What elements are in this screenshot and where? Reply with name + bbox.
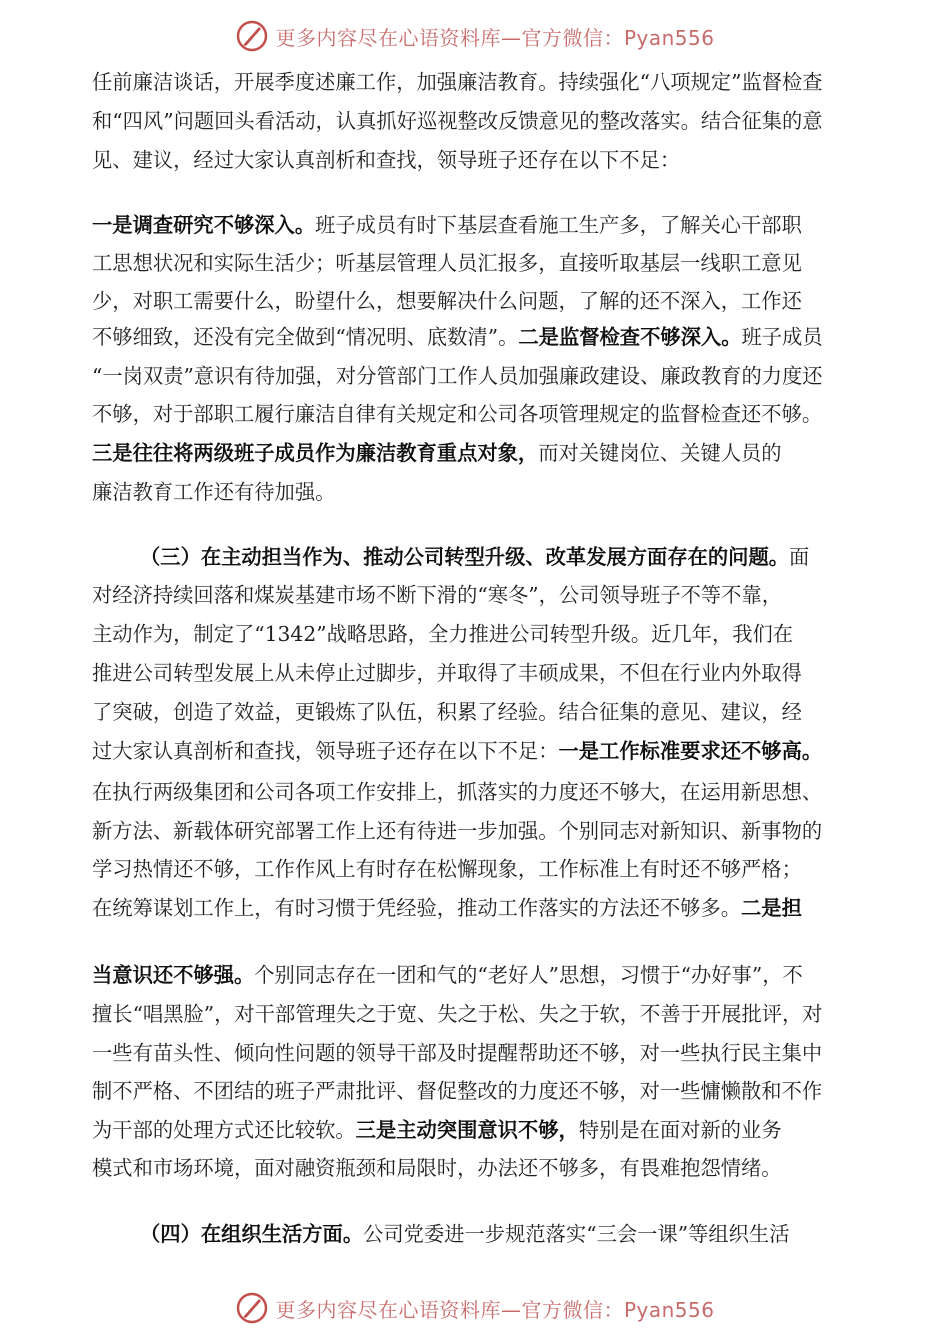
text-line-25: 制不严格、不团结的班子严肃批评、督促整改的力度还不够，对一些慵懒散和不作 (92, 1079, 823, 1103)
text-line-8: “一岗双责”意识有待加强，对分管部门工作人员加强廉政建设、廉政教育的力度还 (92, 364, 823, 388)
text-line-24: 一些有苗头性、倾向性问题的领导干部及时提醒帮助还不够，对一些执行民主集中 (92, 1041, 823, 1065)
point-heading-2: 二是监督检查不够深入。 (518, 325, 742, 349)
text-line-27: 模式和市场环境，面对融资瓶颈和局限时，办法还不够多，有畏难抱怨情绪。 (92, 1156, 782, 1180)
quill-pen-logo-icon (235, 19, 269, 53)
point-heading-4: 一是工作标准要求还不够高。 (558, 739, 823, 763)
text-line-9: 不够，对于部职工履行廉洁自律有关规定和公司各项管理规定的监督检查还不够。 (92, 402, 823, 426)
text-line-1: 任前廉洁谈话，开展季度述廉工作，加强廉洁教育。持续强化“八项规定”监督检查 (92, 70, 823, 94)
text-line-17: 过大家认真剖析和查找，领导班子还存在以下不足：一是工作标准要求还不够高。 (92, 739, 823, 763)
point-heading-6: 三是主动突围意识不够， (355, 1118, 579, 1142)
point-heading-3: 三是往往将两级班子成员作为廉洁教育重点对象， (92, 441, 539, 465)
text-line-14: 主动作为，制定了“1342”战略思路，全力推进公司转型升级。近几年，我们在 (92, 622, 794, 646)
text-line-4: 一是调查研究不够深入。班子成员有时下基层查看施工生产多，了解关心干部职 (92, 213, 802, 237)
footer-banner (0, 1288, 950, 1328)
text-line-22: 当意识还不够强。个别同志存在一团和气的“老好人”思想，习惯于“办好事”，不 (92, 963, 803, 987)
text-line-7: 不够细致，还没有完全做到“情况明、底数清”。二是监督检查不够深入。班子成员 (92, 325, 823, 349)
section-heading-3: （三）在主动担当作为、推动公司转型升级、改革发展方面存在的问题。面 (140, 545, 810, 569)
text-line-6: 少，对职工需要什么，盼望什么，想要解决什么问题，了解的还不深入，工作还 (92, 289, 802, 313)
point-heading-5b: 当意识还不够强。 (92, 963, 255, 987)
text-line-26: 为干部的处理方式还比较软。三是主动突围意识不够，特别是在面对新的业务 (92, 1118, 782, 1142)
section-heading-4: （四）在组织生活方面。公司党委进一步规范落实“三会一课”等组织生活 (140, 1222, 790, 1246)
text-line-2: 和“四风”问题回头看活动，认真抓好巡视整改反馈意见的整改落实。结合征集的意 (92, 109, 823, 133)
text-line-16: 了突破，创造了效益，更锻炼了队伍，积累了经验。结合征集的意见、建议，经 (92, 700, 802, 724)
text-line-23: 擅长“唱黑脸”，对干部管理失之于宽、失之于松、失之于软，不善于开展批评，对 (92, 1002, 823, 1026)
text-line-15: 推进公司转型发展上从未停止过脚步，并取得了丰硕成果，不但在行业内外取得 (92, 661, 802, 685)
footer-banner-text: 更多内容尽在心语资料库—官方微信：Pyan556 (275, 1297, 715, 1322)
point-heading-1: 一是调查研究不够深入。 (92, 213, 316, 237)
point-heading-5a: 二是担 (741, 896, 802, 920)
text-line-19: 新方法、新载体研究部署工作上还有待进一步加强。个别同志对新知识、新事物的 (92, 819, 823, 843)
text-line-18: 在执行两级集团和公司各项工作安排上，抓落实的力度还不够大，在运用新思想、 (92, 780, 823, 804)
text-line-5: 工思想状况和实际生活少；听基层管理人员汇报多，直接听取基层一线职工意见 (92, 251, 802, 275)
text-line-3: 见、建议，经过大家认真剖析和查找，领导班子还存在以下不足： (92, 148, 681, 172)
quill-pen-logo-icon (235, 1291, 269, 1325)
text-line-20: 学习热情还不够，工作作风上有时存在松懈现象，工作标准上有时还不够严格； (92, 857, 802, 881)
header-banner-text: 更多内容尽在心语资料库—官方微信：Pyan556 (275, 25, 715, 50)
header-banner (0, 16, 950, 56)
text-line-10: 三是往往将两级班子成员作为廉洁教育重点对象，而对关键岗位、关键人员的 (92, 441, 782, 465)
text-line-13: 对经济持续回落和煤炭基建市场不断下滑的“寒冬”，公司领导班子不等不靠， (92, 583, 783, 607)
text-line-21: 在统筹谋划工作上，有时习惯于凭经验，推动工作落实的方法还不够多。二是担 (92, 896, 802, 920)
text-line-11: 廉洁教育工作还有待加强。 (92, 480, 336, 504)
